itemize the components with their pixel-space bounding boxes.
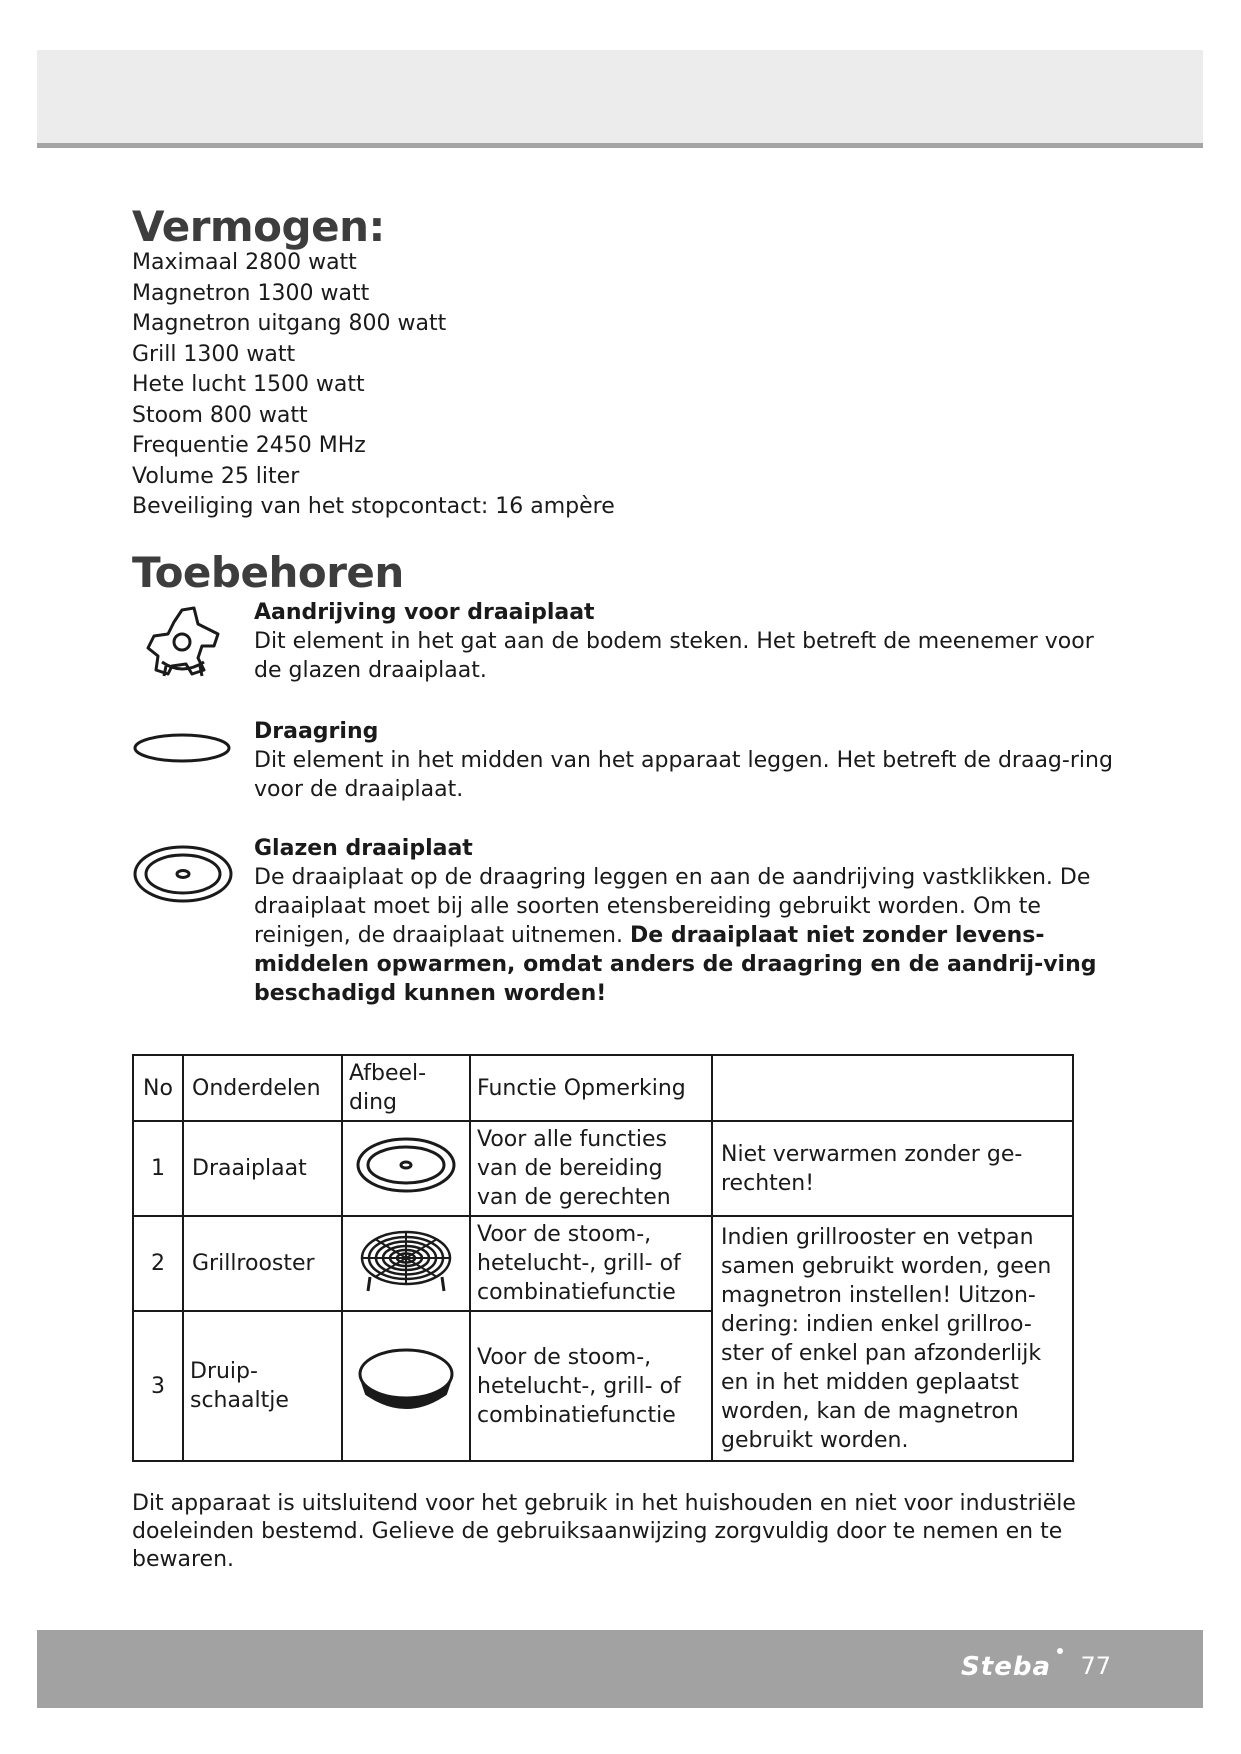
accessory-warning: De draaiplaat niet zonder levens-middelen opwarmen, omdat anders de draagring en de aandrij-ving beschadigd kunnen worden! — [254, 923, 1097, 1006]
accessory-description-text: De draaiplaat op de draagring leggen en aan de aandrijving vastklikken. De draaiplaat moet bij alle soorten etensbereiding gebruikt worden. Om te reinigen, de draaiplaat uitnemen. — [254, 865, 1091, 948]
grill-rack-icon — [356, 1225, 456, 1295]
table-row — [133, 1121, 1073, 1216]
drip-tray-icon — [354, 1344, 458, 1420]
row-function: Voor de stoom-, hetelucht-, grill- of combinatiefunctie — [470, 1311, 712, 1461]
header-band — [37, 50, 1203, 148]
row-part: Druip-schaaltje — [183, 1311, 342, 1461]
header-function: Functie Opmerking — [470, 1055, 712, 1121]
row-function: Voor alle functies van de bereiding van de gerechten — [470, 1121, 712, 1216]
glass-turntable-icon — [132, 842, 236, 906]
row-remark: Niet verwarmen zonder ge-rechten! — [712, 1121, 1073, 1216]
header-remark — [712, 1055, 1073, 1121]
spec-item: Maximaal 2800 watt — [132, 250, 357, 275]
support-ring-icon — [132, 728, 232, 768]
accessory-turntable — [132, 834, 1112, 1024]
brand-logo: Steba — [961, 1652, 1051, 1682]
row-function: Voor de stoom-, hetelucht-, grill- of combinatiefunctie — [470, 1216, 712, 1311]
accessory-description: Dit element in het midden van het apparaat leggen. Het betreft de draag-ring voor de draaiplaat. — [254, 748, 1113, 802]
power-spec-list — [132, 248, 615, 523]
table-row — [133, 1216, 1073, 1311]
accessory-description: Dit element in het gat aan de bodem steken. Het betreft de meenemer voor de glazen draaiplaat. — [254, 629, 1094, 683]
row-no: 3 — [133, 1311, 183, 1461]
usage-note: Dit apparaat is uitsluitend voor het gebruik in het huishouden en niet voor industriële doeleinden bestemd. Gelieve de gebruiksaanwijzing zorgvuldig door te nemen en te bewaren. — [132, 1491, 1076, 1572]
row-remark: Indien grillrooster en vetpan samen gebruikt worden, geen magnetron instellen! Uitzon-dering: indien enkel grillroo-ster of enkel pan afzonderlijk en in het midden geplaatst worden, kan de magnetron gebruikt worden. — [712, 1216, 1073, 1461]
accessory-title: Glazen draaiplaat — [254, 836, 473, 861]
row-part: Grillrooster — [183, 1216, 342, 1311]
header-no: No — [133, 1055, 183, 1121]
power-heading: Vermogen: — [132, 202, 385, 251]
row-no: 2 — [133, 1216, 183, 1311]
row-no: 1 — [133, 1121, 183, 1216]
accessory-drive — [132, 598, 1112, 698]
spec-item: Frequentie 2450 MHz — [132, 433, 366, 458]
spec-item: Magnetron uitgang 800 watt — [132, 311, 447, 336]
spec-item: Magnetron 1300 watt — [132, 280, 370, 306]
spec-item: Grill 1300 watt — [132, 341, 296, 367]
row-image — [342, 1121, 470, 1216]
brand-mark-icon — [1057, 1648, 1063, 1654]
parts-table — [132, 1054, 1074, 1462]
spec-item: Stoom 800 watt — [132, 402, 308, 428]
header-image: Afbeel-ding — [342, 1055, 470, 1121]
accessory-description — [254, 863, 1114, 1008]
row-image — [342, 1311, 470, 1461]
turntable-plate-icon — [354, 1134, 458, 1196]
accessories-heading: Toebehoren — [132, 548, 404, 597]
accessory-title: Draagring — [254, 719, 379, 744]
turntable-drive-icon — [142, 604, 232, 680]
accessory-title: Aandrijving voor draaiplaat — [254, 600, 595, 625]
spec-item: Hete lucht 1500 watt — [132, 372, 365, 397]
spec-item: Beveiliging van het stopcontact: 16 ampère — [132, 494, 615, 519]
accessory-ring — [132, 717, 1112, 807]
row-image — [342, 1216, 470, 1311]
page-number: 77 — [1080, 1652, 1111, 1680]
table-header-row — [133, 1055, 1073, 1121]
row-part: Draaiplaat — [183, 1121, 342, 1216]
footer-band — [37, 1630, 1203, 1708]
spec-item: Volume 25 liter — [132, 463, 300, 489]
header-part: Onderdelen — [183, 1055, 342, 1121]
